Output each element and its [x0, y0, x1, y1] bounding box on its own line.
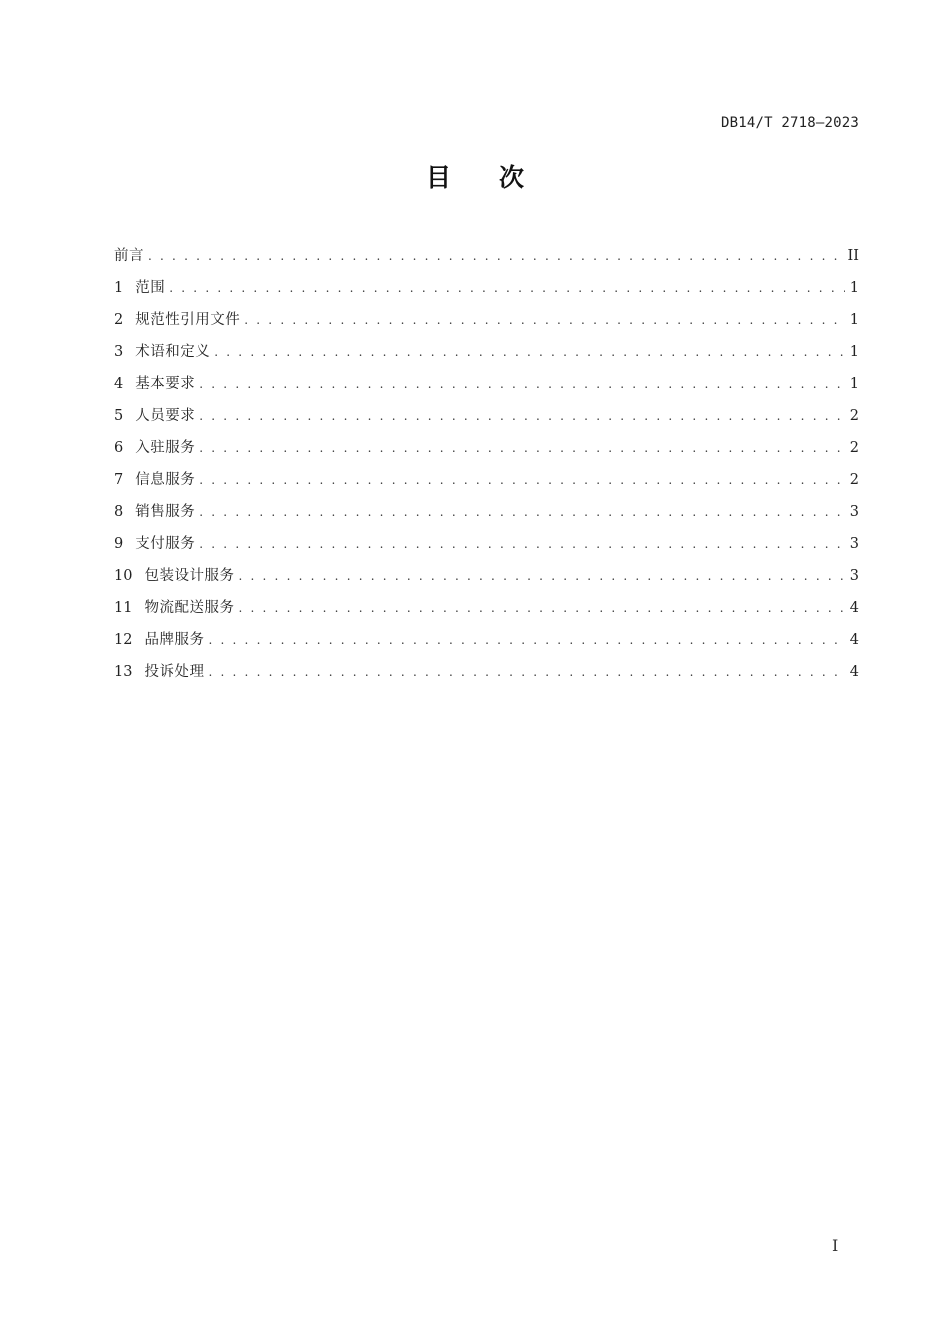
toc-entry-1[interactable]	[114, 272, 859, 304]
toc-entry-label: 规范性引用文件	[135, 312, 241, 328]
toc-entry-page: 3	[849, 536, 859, 552]
toc-dot-leader	[148, 240, 844, 272]
toc-entry-label: 信息服务	[135, 472, 196, 488]
document-code: DB14/T 2718—2023	[720, 115, 859, 131]
toc-dot-leader	[199, 432, 845, 464]
toc-entry-number: 4	[114, 376, 124, 392]
toc-dot-leader	[169, 272, 845, 304]
toc-entry-label: 包装设计服务	[144, 568, 235, 584]
toc-entry-label: 范围	[135, 280, 166, 296]
page-number: I	[832, 1236, 839, 1255]
toc-entry-number: 5	[114, 408, 124, 424]
toc-entry-page: 1	[849, 280, 859, 296]
toc-entry-number: 1	[114, 280, 124, 296]
toc-entry-page: 2	[849, 440, 859, 456]
toc-dot-leader	[208, 624, 845, 656]
toc-dot-leader	[238, 592, 845, 624]
toc-entry-9[interactable]	[114, 528, 859, 560]
toc-entry-page: 1	[849, 312, 859, 328]
toc-entry-number: 3	[114, 344, 124, 360]
toc-entry-13[interactable]	[114, 656, 859, 688]
toc-dot-leader	[199, 528, 845, 560]
toc-entry-label: 前言	[114, 248, 144, 264]
toc-entry-label: 品牌服务	[144, 632, 205, 648]
toc-entry-page: 4	[849, 664, 859, 680]
toc-entry-page: 2	[849, 408, 859, 424]
toc-dot-leader	[244, 304, 845, 336]
toc-entry-label: 物流配送服务	[144, 600, 235, 616]
toc-entry-number: 13	[114, 664, 133, 680]
toc-entry-foreword[interactable]	[114, 240, 859, 272]
toc-entry-label: 支付服务	[135, 536, 196, 552]
toc-entry-number: 11	[114, 600, 133, 616]
toc-entry-number: 8	[114, 504, 124, 520]
toc-entry-number: 12	[114, 632, 133, 648]
toc-entry-8[interactable]	[114, 496, 859, 528]
toc-entry-number: 2	[114, 312, 124, 328]
toc-entry-label: 销售服务	[135, 504, 196, 520]
toc-entry-3[interactable]	[114, 336, 859, 368]
toc-entry-7[interactable]	[114, 464, 859, 496]
toc-entry-4[interactable]	[114, 368, 859, 400]
toc-entry-page: 3	[849, 568, 859, 584]
toc-entry-5[interactable]	[114, 400, 859, 432]
toc-entry-number: 10	[114, 568, 133, 584]
toc-entry-label: 入驻服务	[135, 440, 196, 456]
toc-entry-10[interactable]	[114, 560, 859, 592]
toc-entry-page: 3	[849, 504, 859, 520]
toc-entry-page: 4	[849, 600, 859, 616]
toc-dot-leader	[238, 560, 845, 592]
page-title: 目次	[425, 163, 572, 192]
toc-entry-page: 1	[849, 376, 859, 392]
toc-entry-label: 基本要求	[135, 376, 196, 392]
toc-entry-number: 9	[114, 536, 124, 552]
toc-entry-number: 6	[114, 440, 124, 456]
toc-entry-page: II	[847, 248, 859, 264]
toc-entry-label: 投诉处理	[144, 664, 205, 680]
toc-entry-page: 4	[849, 632, 859, 648]
toc-entry-12[interactable]	[114, 624, 859, 656]
toc-entry-page: 1	[849, 344, 859, 360]
toc-dot-leader	[208, 656, 845, 688]
toc-entry-number: 7	[114, 472, 124, 488]
toc-entry-11[interactable]	[114, 592, 859, 624]
toc-entry-page: 2	[849, 472, 859, 488]
toc-entry-2[interactable]	[114, 304, 859, 336]
toc-entry-label: 术语和定义	[135, 344, 211, 360]
toc-dot-leader	[199, 368, 845, 400]
table-of-contents	[114, 240, 859, 688]
toc-entry-label: 人员要求	[135, 408, 196, 424]
toc-dot-leader	[214, 336, 845, 368]
toc-entry-6[interactable]	[114, 432, 859, 464]
toc-dot-leader	[199, 400, 845, 432]
toc-dot-leader	[199, 496, 845, 528]
toc-dot-leader	[199, 464, 845, 496]
